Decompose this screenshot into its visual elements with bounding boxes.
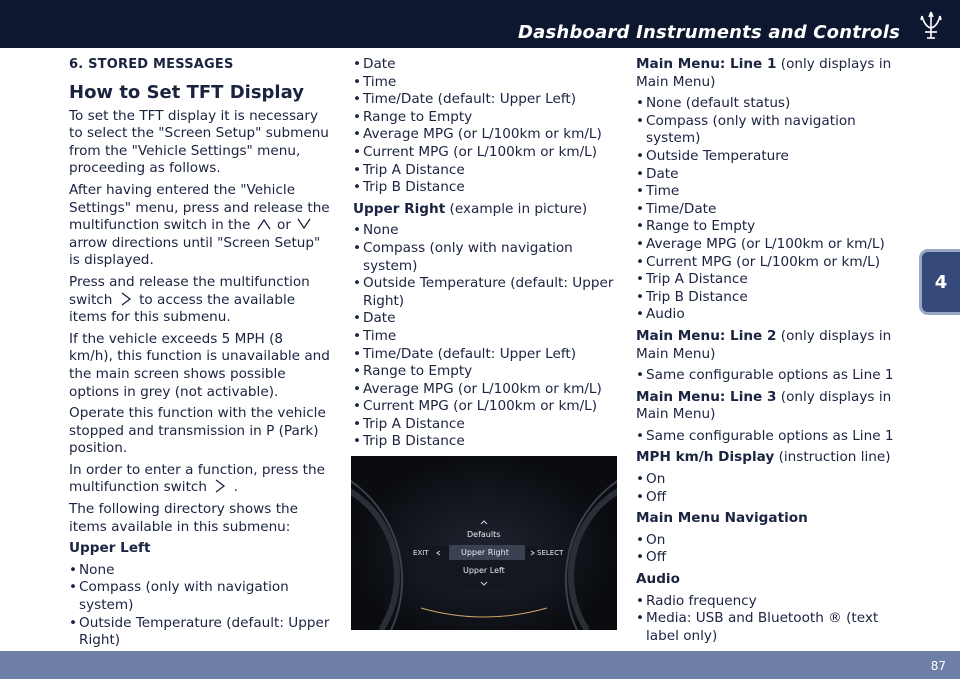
list-item: • Trip B Distance bbox=[353, 179, 621, 197]
screen-exit-label: EXIT bbox=[413, 549, 429, 557]
upper-right-note: (example in picture) bbox=[449, 200, 588, 217]
audio-label: Audio bbox=[636, 571, 680, 588]
paragraph-7: The following directory shows the items available in this submenu: bbox=[69, 501, 299, 535]
upper-right-heading bbox=[353, 201, 621, 219]
column-2 bbox=[353, 56, 621, 455]
page-footer bbox=[0, 651, 960, 679]
upper-left-list bbox=[69, 562, 331, 650]
list-item: • Trip A Distance bbox=[353, 162, 621, 180]
section-label: 6. STORED MESSAGES bbox=[69, 57, 234, 72]
line1-heading bbox=[636, 56, 898, 91]
list-item: • Outside Temperature bbox=[636, 148, 898, 166]
list-item: • Range to Empty bbox=[353, 109, 621, 127]
line2-note: (only displays in Main Menu) bbox=[636, 327, 892, 362]
list-item: • Compass (only with navigation system) bbox=[636, 113, 898, 148]
list-item: • Radio frequency bbox=[636, 593, 898, 611]
arrow-right-icon bbox=[211, 479, 229, 493]
list-item: • Compass (only with navigation system) bbox=[353, 240, 621, 275]
line3-label: Main Menu: Line 3 bbox=[636, 388, 777, 405]
line3-heading bbox=[636, 389, 898, 424]
list-item: • Time bbox=[636, 183, 898, 201]
arrow-right-icon bbox=[117, 292, 135, 306]
column-1 bbox=[69, 56, 331, 654]
list-item: • Trip B Distance bbox=[353, 433, 621, 451]
screen-select-label: SELECT bbox=[537, 549, 564, 557]
list-item: • Off bbox=[636, 549, 898, 567]
upper-right-list bbox=[353, 222, 621, 451]
line3-list bbox=[636, 428, 898, 446]
line3-note: (only displays in Main Menu) bbox=[636, 388, 892, 423]
trident-logo-icon bbox=[916, 8, 946, 44]
instrument-cluster-graphic bbox=[351, 456, 617, 630]
upper-right-label: Upper Right bbox=[353, 200, 446, 217]
header-title: Dashboard Instruments and Controls bbox=[518, 22, 900, 43]
list-item: • Current MPG (or L/100km or km/L) bbox=[636, 254, 898, 272]
list-item: • Date bbox=[353, 310, 621, 328]
line2-heading bbox=[636, 328, 898, 363]
mph-list bbox=[636, 471, 898, 506]
screen-defaults-label: Defaults bbox=[467, 530, 501, 539]
list-item: • Date bbox=[353, 56, 621, 74]
chapter-tab: 4 bbox=[922, 252, 960, 312]
paragraph-3: Press and release the multifunction switch to access the available items for this submenu. bbox=[69, 273, 310, 326]
screen-upper-left-label: Upper Left bbox=[463, 566, 505, 575]
line1-list bbox=[636, 95, 898, 324]
paragraph-2: After having entered the "Vehicle Settings" menu, press and release the multifunction switch in the or arrow directions until "Screen Setup" is displayed. bbox=[69, 181, 330, 269]
list-item: • Time bbox=[353, 328, 621, 346]
list-item: • Average MPG (or L/100km or km/L) bbox=[636, 236, 898, 254]
list-item: • Same configurable options as Line 1 bbox=[636, 428, 898, 446]
list-item: • On bbox=[636, 532, 898, 550]
list-item: • Range to Empty bbox=[636, 218, 898, 236]
list-item: • Current MPG (or L/100km or km/L) bbox=[353, 398, 621, 416]
audio-list bbox=[636, 593, 898, 646]
list-item: • None (default status) bbox=[636, 95, 898, 113]
list-item: • Same configurable options as Line 1 bbox=[636, 367, 898, 385]
upper-left-label: Upper Left bbox=[69, 540, 151, 557]
list-item: • None bbox=[69, 562, 331, 580]
list-item: • Media: USB and Bluetooth ® (text label only) bbox=[636, 610, 898, 645]
list-item: • Time bbox=[353, 74, 621, 92]
mph-heading bbox=[636, 449, 898, 467]
list-item: • Time/Date (default: Upper Left) bbox=[353, 91, 621, 109]
list-item: • Average MPG (or L/100km or km/L) bbox=[353, 381, 621, 399]
line2-list bbox=[636, 367, 898, 385]
page-heading: How to Set TFT Display bbox=[69, 81, 304, 103]
list-item: • Date bbox=[636, 166, 898, 184]
paragraph-6: In order to enter a function, press the multifunction switch . bbox=[69, 461, 325, 496]
list-item: • Time/Date (default: Upper Left) bbox=[353, 346, 621, 364]
list-item: • Time/Date bbox=[636, 201, 898, 219]
list-item: • Audio bbox=[636, 306, 898, 324]
mph-label: MPH km/h Display bbox=[636, 449, 775, 466]
paragraph-5: Operate this function with the vehicle stopped and transmission in P (Park) position. bbox=[69, 405, 326, 457]
list-item: • On bbox=[636, 471, 898, 489]
list-item: • Outside Temperature (default: Upper Right) bbox=[353, 275, 621, 310]
list-item: • Range to Empty bbox=[353, 363, 621, 381]
page-header bbox=[0, 0, 960, 48]
arrow-up-icon bbox=[255, 217, 273, 231]
paragraph-4: If the vehicle exceeds 5 MPH (8 km/h), this function is unavailable and the main screen shows possible options in grey (not activable). bbox=[69, 330, 330, 400]
list-item: • Trip B Distance bbox=[636, 289, 898, 307]
upper-left-list-continued bbox=[353, 56, 621, 197]
page-number: 87 bbox=[930, 659, 946, 673]
paragraph-1: To set the TFT display it is necessary to select the "Screen Setup" submenu from the "Vehicle Settings" menu, proceeding as follows. bbox=[69, 107, 329, 177]
list-item: • Trip A Distance bbox=[353, 416, 621, 434]
list-item: • Trip A Distance bbox=[636, 271, 898, 289]
list-item: • Outside Temperature (default: Upper Right) bbox=[69, 615, 331, 650]
list-item: • Compass (only with navigation system) bbox=[69, 579, 331, 614]
tft-display-photo bbox=[351, 456, 617, 630]
column-3 bbox=[636, 56, 898, 649]
line2-label: Main Menu: Line 2 bbox=[636, 327, 777, 344]
nav-label: Main Menu Navigation bbox=[636, 510, 808, 527]
line1-note: (only displays in Main Menu) bbox=[636, 56, 892, 90]
screen-selected-item: Upper Right bbox=[461, 548, 509, 557]
list-item: • Off bbox=[636, 489, 898, 507]
arrow-down-icon bbox=[295, 217, 313, 231]
mph-note: (instruction line) bbox=[778, 449, 891, 466]
list-item: • Current MPG (or L/100km or km/L) bbox=[353, 144, 621, 162]
line1-label: Main Menu: Line 1 bbox=[636, 56, 777, 72]
nav-list bbox=[636, 532, 898, 567]
list-item: • Average MPG (or L/100km or km/L) bbox=[353, 126, 621, 144]
list-item: • None bbox=[353, 222, 621, 240]
